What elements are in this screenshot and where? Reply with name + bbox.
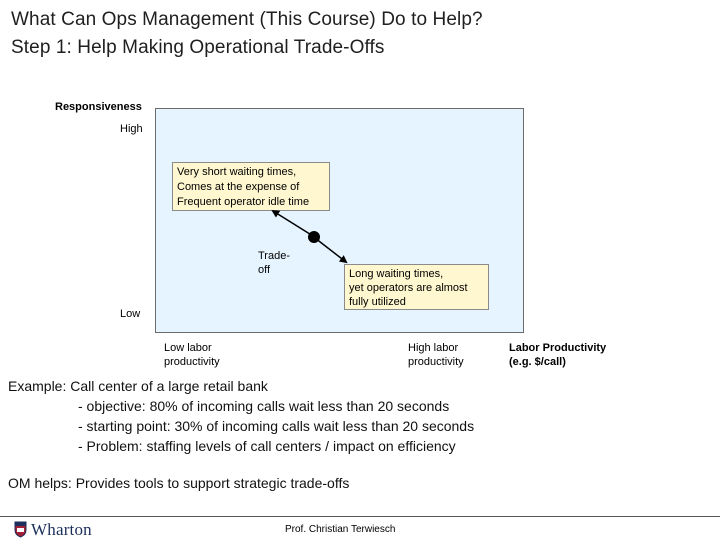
x-axis-label-line-1: Labor Productivity <box>509 342 607 354</box>
x-high-label-line-1: High labor <box>408 342 459 354</box>
footer-divider <box>0 516 720 517</box>
example-block <box>8 376 474 456</box>
callout-upper-line-2: Comes at the expense of <box>177 181 300 193</box>
tradeoff-label-line-1: Trade- <box>258 250 290 262</box>
callout-lower-line-1: Long waiting times, <box>349 268 444 280</box>
y-low-label: Low <box>120 308 141 320</box>
callout-lower-line-3: fully utilized <box>349 296 406 308</box>
callout-upper-line-1: Very short waiting times, <box>177 166 297 178</box>
slide-title-line-1: What Can Ops Management (This Course) Do to Help? <box>11 9 483 30</box>
operating-point-dot <box>308 231 320 243</box>
x-axis-label-line-2: (e.g. $/call) <box>509 356 566 368</box>
callout-lower-line-2: yet operators are almost <box>349 282 468 294</box>
callout-upper-line-3: Frequent operator idle time <box>177 196 310 208</box>
example-bullet-objective: - objective: 80% of incoming calls wait less than 20 seconds <box>78 398 450 414</box>
arrow-to-upper-callout <box>273 211 313 236</box>
y-axis-label: Responsiveness <box>55 101 142 113</box>
x-low-label <box>164 341 220 369</box>
footer-author: Prof. Christian Terwiesch <box>285 524 396 535</box>
wharton-logo <box>14 520 92 539</box>
x-low-label-line-2: productivity <box>164 356 220 368</box>
wharton-logo-text: Wharton <box>31 519 92 539</box>
slide-title-line-2: Step 1: Help Making Operational Trade-Offs <box>11 37 385 58</box>
tradeoff-label-line-2: off <box>258 264 271 276</box>
y-high-label: High <box>120 123 143 135</box>
x-high-label-line-2: productivity <box>408 356 464 368</box>
example-bullet-problem: - Problem: staffing levels of call centers / impact on efficiency <box>78 438 456 454</box>
x-high-label <box>408 341 464 369</box>
example-bullet-starting-point: - starting point: 30% of incoming calls wait less than 20 seconds <box>78 418 475 434</box>
wharton-shield-icon <box>14 521 27 538</box>
arrow-to-lower-callout <box>315 238 346 262</box>
example-heading: Example: Call center of a large retail bank <box>8 378 268 394</box>
x-low-label-line-1: Low labor <box>164 342 212 354</box>
om-helps-text: OM helps: Provides tools to support strategic trade-offs <box>8 475 350 491</box>
x-axis-label <box>509 341 606 369</box>
